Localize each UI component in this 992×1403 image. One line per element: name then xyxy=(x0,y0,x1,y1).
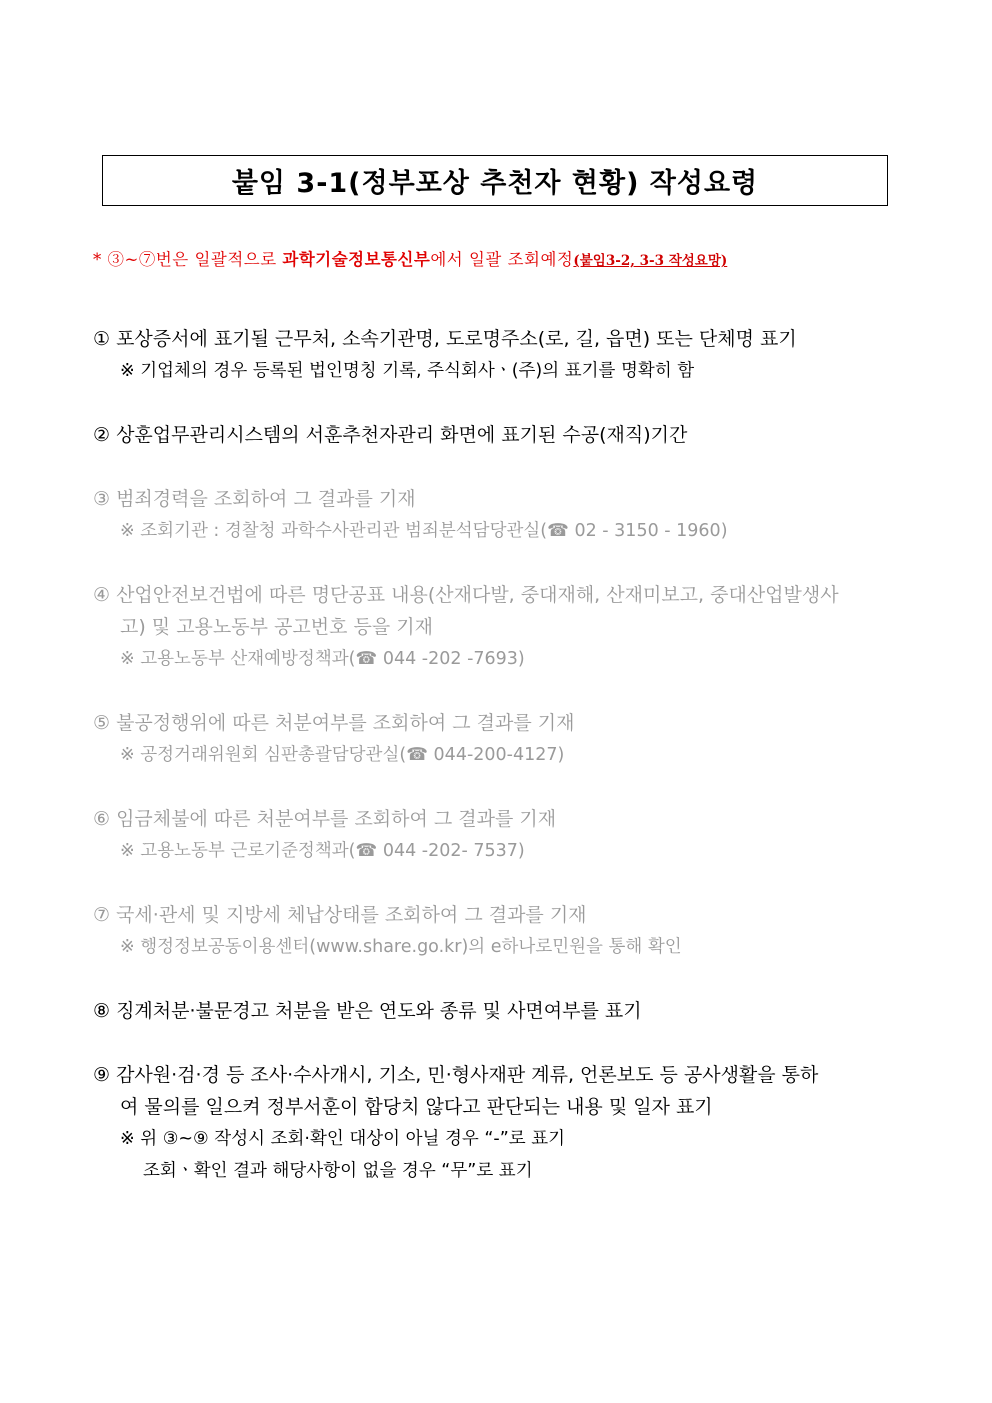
item-1-sub: ※ 기업체의 경우 등록된 법인명칭 기록, 주식회사ㆍ(주)의 표기를 명확히 함 xyxy=(120,361,695,381)
item-5-main: ⑤ 불공정행위에 따른 처분여부를 조회하여 그 결과를 기재 xyxy=(93,712,575,734)
item-4-sub: ※ 고용노동부 산재예방정책과(☎ 044 -202 -7693) xyxy=(120,649,525,669)
document-title: 붙임 3-1(정부포상 추천자 현황) 작성요령 xyxy=(102,155,888,206)
item-4-main-line2: 고) 및 고용노동부 공고번호 등을 기재 xyxy=(120,616,433,638)
notice-prefix: * ③~⑦번은 일괄적으로 xyxy=(93,250,283,269)
item-6-sub: ※ 고용노동부 근로기준정책과(☎ 044 -202- 7537) xyxy=(120,841,525,861)
item-7-sub: ※ 행정정보공동이용센터(www.share.go.kr)의 e하나로민원을 통해 확인 xyxy=(120,937,682,957)
item-6-main: ⑥ 임금체불에 따른 처분여부를 조회하여 그 결과를 기재 xyxy=(93,808,557,830)
item-2-main: ② 상훈업무관리시스템의 서훈추천자관리 화면에 표기된 수공(재직)기간 xyxy=(93,424,688,446)
item-9-sub-line1: ※ 위 ③~⑨ 작성시 조회·확인 대상이 아닐 경우 “-”로 표기 xyxy=(120,1129,566,1149)
item-1-main: ① 포상증서에 표기될 근무처, 소속기관명, 도로명주소(로, 길, 읍면) 또는 단체명 표기 xyxy=(93,328,797,350)
item-5-sub: ※ 공정거래위원회 심판총괄담당관실(☎ 044-200-4127) xyxy=(120,745,565,765)
notice-reference: (붙임3-2, 3-3 작성요망) xyxy=(573,253,728,269)
item-9-sub-line2: 조회ㆍ확인 결과 해당사항이 없을 경우 “무”로 표기 xyxy=(143,1161,533,1181)
red-notice xyxy=(93,246,727,270)
notice-dept: 과학기술정보통신부 xyxy=(282,250,431,269)
item-3-main: ③ 범죄경력을 조회하여 그 결과를 기재 xyxy=(93,488,416,510)
item-8-main: ⑧ 징계처분·불문경고 처분을 받은 연도와 종류 및 사면여부를 표기 xyxy=(93,1000,642,1022)
item-4-main-line1: ④ 산업안전보건법에 따른 명단공표 내용(산재다발, 중대재해, 산재미보고, 중대산업발생사 xyxy=(93,584,839,606)
item-9-main-line2: 여 물의를 일으켜 정부서훈이 합당치 않다고 판단되는 내용 및 일자 표기 xyxy=(120,1096,713,1118)
item-7-main: ⑦ 국세·관세 및 지방세 체납상태를 조회하여 그 결과를 기재 xyxy=(93,904,587,926)
item-9-main-line1: ⑨ 감사원·검·경 등 조사·수사개시, 기소, 민·형사재판 계류, 언론보도 등 공사생활을 통하 xyxy=(93,1064,819,1086)
item-3-sub: ※ 조회기관 : 경찰청 과학수사관리관 범죄분석담당관실(☎ 02 - 3150 - 1960) xyxy=(120,521,728,541)
notice-middle: 에서 일괄 조회예정 xyxy=(430,250,574,269)
